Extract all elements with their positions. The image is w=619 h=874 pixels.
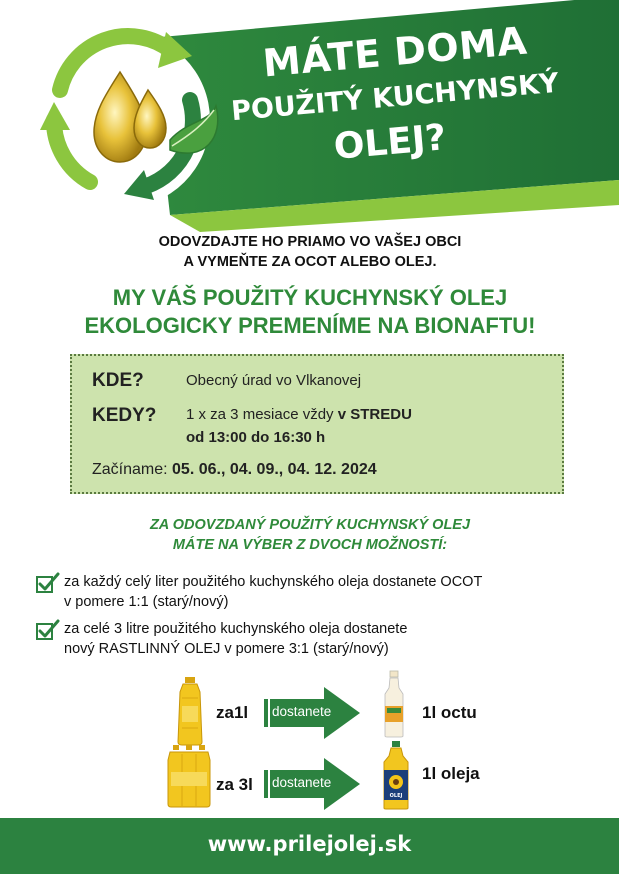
new-oil-bottle-icon — [380, 740, 412, 810]
used-oil-3-bottles-icon — [167, 744, 211, 808]
choice-line-2: MÁTE NA VÝBER Z DVOCH MOŽNOSTÍ: — [172, 537, 448, 553]
arrow-label-2: dostanete — [272, 775, 332, 790]
start-dates-value: 05. 06., 04. 09., 04. 12. 2024 — [172, 461, 377, 478]
kedy-value-line-2: od 13:00 do 16:30 h — [186, 429, 326, 446]
choice-line-1: ZA ODOVZDANÝ POUŽITÝ KUCHYNSKÝ OLEJ — [149, 517, 471, 533]
website-link[interactable]: www.prilejolej.sk — [207, 832, 412, 856]
intro-text — [60, 232, 560, 272]
quantity-3l: za 3l — [216, 775, 253, 794]
arrow-label-1: dostanete — [272, 704, 332, 719]
kde-label: KDE? — [92, 370, 144, 391]
slogan-line-2: EKOLOGICKY PREMENÍME NA BIONAFTU! — [84, 313, 536, 338]
checkbox-checked-icon — [36, 572, 60, 594]
vinegar-bottle-icon — [381, 670, 407, 738]
used-oil-bottle-icon — [170, 676, 210, 746]
kedy-frequency: 1 x za 3 mesiace vždy — [186, 406, 338, 423]
option-vinegar-text — [64, 572, 482, 612]
kde-value: Obecný úrad vo Vlkanovej — [186, 372, 362, 389]
kedy-day: v STREDU — [337, 406, 412, 423]
intro-line-1: ODOVZDAJTE HO PRIAMO VO VAŠEJ OBCI — [158, 234, 462, 250]
intro-line-2: A VYMEŇTE ZA OCOT ALEBO OLEJ. — [183, 254, 437, 270]
start-label: Začíname: — [92, 461, 173, 478]
info-box — [70, 354, 564, 494]
option-oil-text — [64, 619, 407, 659]
option-oil-line-2: nový RASTLINNÝ OLEJ v pomere 3:1 (starý/nový) — [64, 641, 389, 657]
result-vinegar: 1l octu — [422, 703, 477, 722]
checkbox-checked-icon — [36, 619, 60, 641]
start-dates — [92, 461, 377, 479]
title-line-2: POUŽITÝ KUCHYNSKÝ — [230, 67, 560, 128]
slogan — [20, 284, 600, 340]
option-vinegar-line-1: za každý celý liter použitého kuchynského oleja dostanete OCOT — [64, 574, 483, 590]
quantity-1l: za1l — [216, 703, 249, 722]
title-line-3: OLEJ? — [332, 117, 448, 168]
kedy-label: KEDY? — [92, 405, 157, 426]
option-vinegar-line-2: v pomere 1:1 (starý/nový) — [64, 594, 229, 610]
title-line-1: MÁTE DOMA — [261, 18, 529, 86]
choice-heading — [60, 515, 560, 555]
result-oil: 1l oleja — [422, 764, 480, 783]
recycle-oil-drops-leaf-icon — [20, 10, 230, 220]
new-oil-bottle-label: OLEJ — [389, 793, 403, 799]
slogan-line-1: MY VÁŠ POUŽITÝ KUCHYNSKÝ OLEJ — [112, 285, 508, 310]
kedy-value-line-1 — [186, 406, 412, 423]
footer-bar — [0, 818, 619, 874]
option-oil-line-1: za celé 3 litre použitého kuchynského oleja dostanete — [64, 621, 408, 637]
